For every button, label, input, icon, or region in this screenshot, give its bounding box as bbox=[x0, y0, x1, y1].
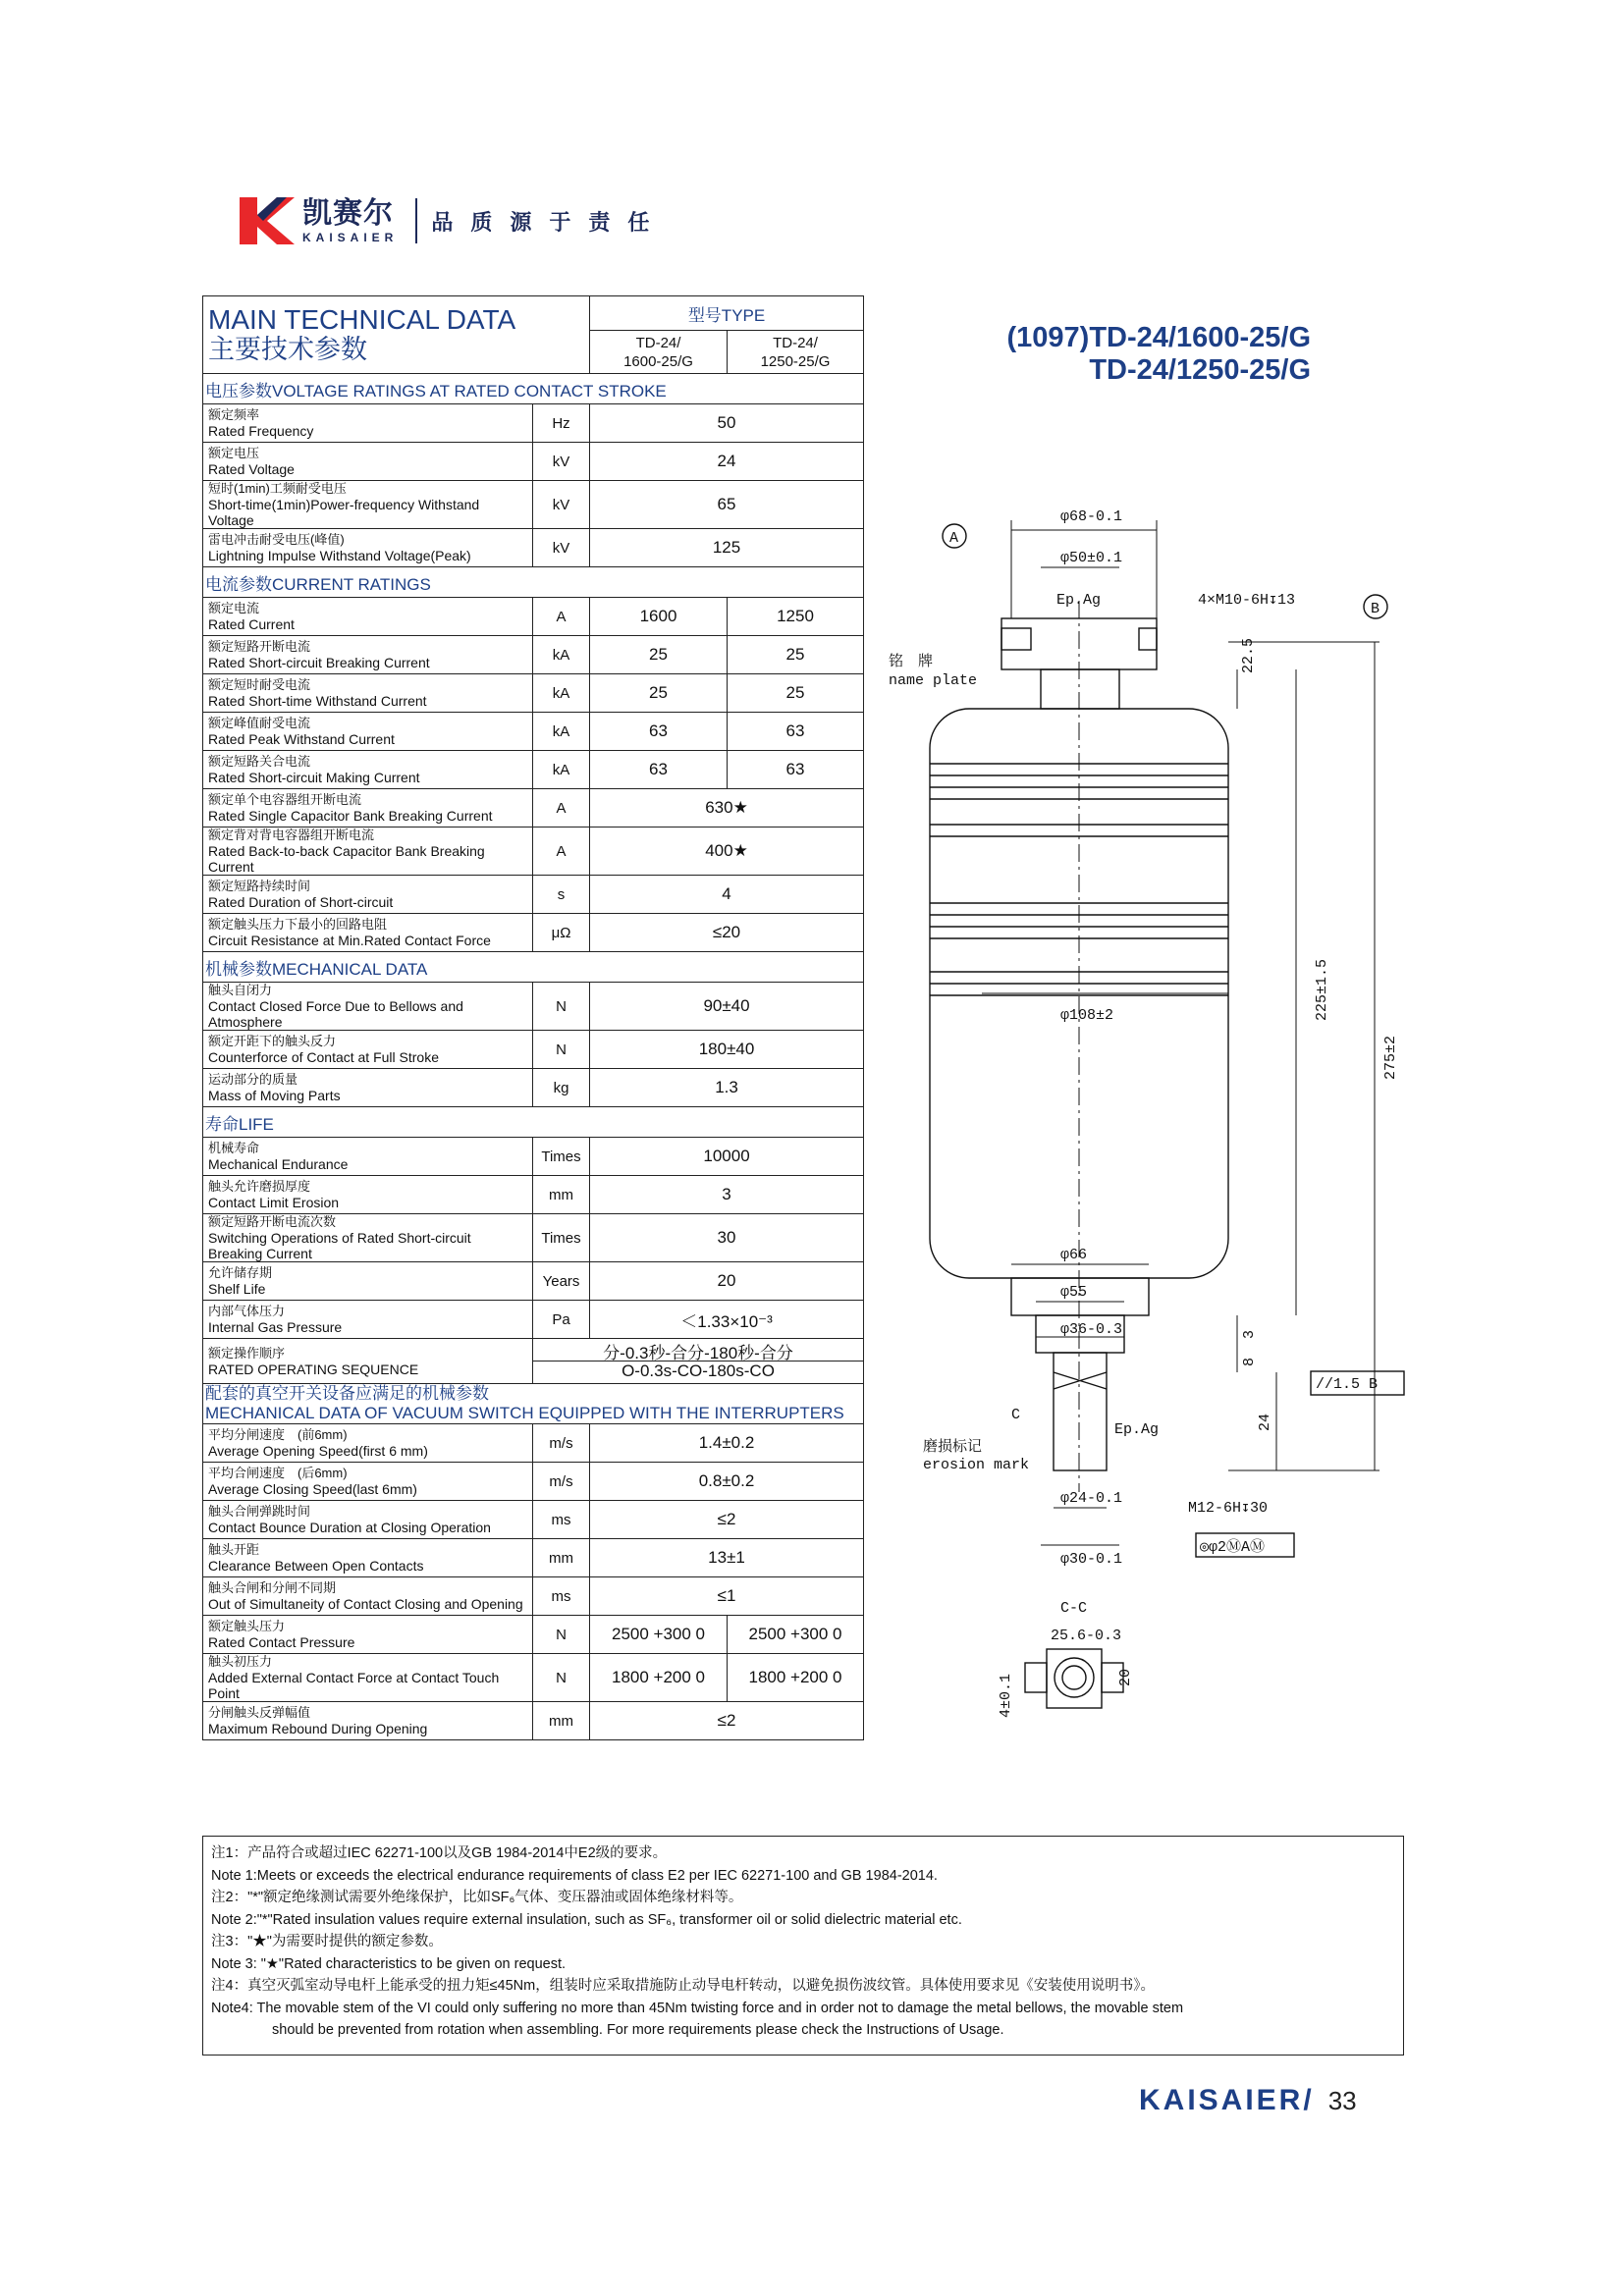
dim-275: 275±2 bbox=[1382, 1035, 1399, 1080]
value-cell: 180±40 bbox=[590, 1031, 864, 1069]
value-cell: 0.8±0.2 bbox=[590, 1463, 864, 1501]
param-name bbox=[203, 914, 533, 952]
table-row bbox=[203, 828, 864, 876]
value-cell: ＜1.33×10⁻³ bbox=[590, 1301, 864, 1339]
unit-cell: kg bbox=[533, 1069, 590, 1107]
brand-name bbox=[302, 196, 399, 244]
param-name bbox=[203, 713, 533, 751]
param-name-cn: 额定背对背电容器组开断电流 bbox=[208, 828, 375, 842]
value-cell-model-1: 25 bbox=[590, 636, 728, 674]
note-line: 注4：真空灭弧室动导电杆上能承受的扭力矩≤45Nm，组装时应采取措施防止动导电杆转动，以避免损伤波纹管。具体使用要求见《安装使用说明书》。 bbox=[211, 1978, 1155, 1994]
value-cell: 10000 bbox=[590, 1138, 864, 1176]
table-row bbox=[203, 1339, 864, 1384]
param-name bbox=[203, 983, 533, 1031]
param-name-en: Clearance Between Open Contacts bbox=[208, 1558, 424, 1574]
value-cell: 24 bbox=[590, 443, 864, 481]
dim-55: φ55 bbox=[1060, 1284, 1088, 1301]
param-name-cn: 内部气体压力 bbox=[208, 1304, 286, 1318]
param-name-en: Rated Current bbox=[208, 616, 295, 632]
value-cell: ≤2 bbox=[590, 1501, 864, 1539]
unit-cell: kV bbox=[533, 443, 590, 481]
note-line: Note4: The movable stem of the VI could only suffering no more than 45Nm twisting force and in order not to damage the metal bellows, the movable stem bbox=[211, 2000, 1184, 2016]
unit-cell: μΩ bbox=[533, 914, 590, 952]
table-row bbox=[203, 404, 864, 443]
unit-cell: kA bbox=[533, 636, 590, 674]
param-name bbox=[203, 1702, 533, 1740]
param-name bbox=[203, 1539, 533, 1577]
param-name-cn: 触头合闸弹跳时间 bbox=[208, 1504, 311, 1519]
param-name-cn: 额定短路关合电流 bbox=[208, 754, 311, 769]
param-name-en: RATED OPERATING SEQUENCE bbox=[208, 1361, 419, 1377]
table-row bbox=[203, 1654, 864, 1702]
type-header: 型号TYPE bbox=[590, 296, 864, 331]
param-name-en: Circuit Resistance at Min.Rated Contact Force bbox=[208, 933, 491, 948]
table-row bbox=[203, 983, 864, 1031]
param-name-en: Rated Single Capacitor Bank Breaking Current bbox=[208, 808, 493, 824]
param-name-cn: 额定开距下的触头反力 bbox=[208, 1034, 337, 1048]
table-row bbox=[203, 1577, 864, 1616]
param-name-cn: 额定电压 bbox=[208, 446, 260, 460]
unit-cell: Times bbox=[533, 1138, 590, 1176]
sequence-cn: 分-0.3秒-合分-180秒-合分 bbox=[533, 1339, 863, 1362]
note-line: Note 2:"*"Rated insulation values require external insulation, such as SF₆, transformer oil or solid dielectric material etc. bbox=[211, 1911, 962, 1928]
table-row bbox=[203, 1616, 864, 1654]
value-cell: ≤2 bbox=[590, 1702, 864, 1740]
table-row bbox=[203, 876, 864, 914]
param-name-en: Average Closing Speed(last 6mm) bbox=[208, 1481, 417, 1497]
thread-label: M12-6H↧30 bbox=[1188, 1500, 1269, 1517]
notes-box bbox=[202, 1836, 1404, 2056]
value-cell-model-2: 1250 bbox=[728, 598, 864, 636]
dim-top-dia: φ68-0.1 bbox=[1060, 508, 1123, 525]
header-divider bbox=[415, 198, 417, 243]
dim-24dia: φ24-0.1 bbox=[1060, 1490, 1123, 1507]
param-name-cn: 额定触头压力下最小的回路电阻 bbox=[208, 917, 388, 932]
value-cell: 65 bbox=[590, 481, 864, 529]
param-name bbox=[203, 1262, 533, 1301]
datum-b: B bbox=[1371, 601, 1380, 617]
section-heading: 寿命LIFE bbox=[203, 1107, 864, 1138]
bolt-hole bbox=[1139, 628, 1157, 650]
erosion-mark-en: erosion mark bbox=[923, 1457, 1030, 1473]
unit-cell: A bbox=[533, 789, 590, 828]
param-name-en: Rated Voltage bbox=[208, 461, 295, 477]
param-name-en: Mass of Moving Parts bbox=[208, 1088, 341, 1103]
param-name-en: Lightning Impulse Withstand Voltage(Peak) bbox=[208, 548, 471, 563]
value-cell: ≤1 bbox=[590, 1577, 864, 1616]
note-line: 注3："★"为需要时提供的额定参数。 bbox=[211, 1934, 443, 1949]
top-neck bbox=[1041, 669, 1119, 709]
technical-drawing bbox=[864, 491, 1414, 1826]
param-name-en: Average Opening Speed(first 6 mm) bbox=[208, 1443, 428, 1459]
param-name-en: Contact Limit Erosion bbox=[208, 1195, 340, 1210]
unit-cell: kV bbox=[533, 529, 590, 567]
table-row bbox=[203, 529, 864, 567]
dim-body-dia: φ108±2 bbox=[1060, 1007, 1114, 1024]
param-name-cn: 触头允许磨损厚度 bbox=[208, 1179, 311, 1194]
table-row bbox=[203, 481, 864, 529]
table-title-cn: 主要技术参数 bbox=[208, 335, 367, 364]
section-heading: 机械参数MECHANICAL DATA bbox=[203, 952, 864, 983]
stem-plating: Ep.Ag bbox=[1114, 1421, 1160, 1438]
param-name-en: Rated Frequency bbox=[208, 423, 314, 439]
section-heading: 电流参数CURRENT RATINGS bbox=[203, 567, 864, 598]
parallelism-tol: //1.5 B bbox=[1316, 1376, 1379, 1393]
param-name-en: Switching Operations of Rated Short-circuit Breaking Current bbox=[208, 1230, 471, 1261]
param-name bbox=[203, 1301, 533, 1339]
param-name-cn: 平均分闸速度 (前6mm) bbox=[208, 1427, 348, 1442]
brand-name-en: KAISAIER bbox=[302, 230, 399, 244]
param-name bbox=[203, 529, 533, 567]
param-name bbox=[203, 789, 533, 828]
param-name-en: Out of Simultaneity of Contact Closing and Opening bbox=[208, 1596, 523, 1612]
param-name-en: Rated Back-to-back Capacitor Bank Breaking Current bbox=[208, 843, 485, 875]
param-name-cn: 额定电流 bbox=[208, 601, 260, 615]
unit-cell: N bbox=[533, 983, 590, 1031]
section-mark-c: C bbox=[1011, 1407, 1021, 1423]
param-name-en: Rated Contact Pressure bbox=[208, 1634, 355, 1650]
param-name-en: Rated Peak Withstand Current bbox=[208, 731, 395, 747]
param-name-cn: 分闸触头反弹幅值 bbox=[208, 1705, 311, 1720]
param-name-cn: 运动部分的质量 bbox=[208, 1072, 298, 1087]
unit-cell: A bbox=[533, 598, 590, 636]
note-line: 注2："*"额定绝缘测试需要外绝缘保护，比如SF₆气体、变压器油或固体绝缘材料等。 bbox=[211, 1890, 743, 1905]
moving-stem bbox=[1054, 1353, 1107, 1470]
value-cell: 400★ bbox=[590, 828, 864, 876]
kaisaier-logo-icon bbox=[238, 193, 297, 248]
value-cell-model-2: 63 bbox=[728, 713, 864, 751]
sequence-en: O-0.3s-CO-180s-CO bbox=[622, 1362, 775, 1380]
param-name bbox=[203, 1069, 533, 1107]
param-name bbox=[203, 828, 533, 876]
value-cell: 3 bbox=[590, 1176, 864, 1214]
param-name-en: Rated Short-circuit Making Current bbox=[208, 770, 420, 785]
table-row bbox=[203, 1702, 864, 1740]
unit-cell: N bbox=[533, 1031, 590, 1069]
page-number: 33 bbox=[1327, 2085, 1357, 2115]
param-name-en: Rated Short-time Withstand Current bbox=[208, 693, 427, 709]
name-plate bbox=[1001, 628, 1031, 650]
param-name bbox=[203, 1616, 533, 1654]
param-name bbox=[203, 598, 533, 636]
unit-cell: mm bbox=[533, 1539, 590, 1577]
dim-25-6: 25.6-0.3 bbox=[1051, 1628, 1122, 1644]
dim-225: 225±1.5 bbox=[1314, 958, 1330, 1021]
param-name-en: Contact Bounce Duration at Closing Operation bbox=[208, 1520, 491, 1535]
param-name bbox=[203, 1031, 533, 1069]
param-name-cn: 额定峰值耐受电流 bbox=[208, 716, 311, 730]
table-row bbox=[203, 636, 864, 674]
erosion-mark-cross bbox=[1054, 1372, 1107, 1389]
param-name-cn: 额定频率 bbox=[208, 407, 260, 422]
unit-cell: ms bbox=[533, 1577, 590, 1616]
param-name-en: Rated Duration of Short-circuit bbox=[208, 894, 394, 910]
value-cell: 30 bbox=[590, 1214, 864, 1262]
dim-4: 4±0.1 bbox=[998, 1673, 1014, 1718]
table-row bbox=[203, 1138, 864, 1176]
slogan: 品质源于责任 bbox=[431, 209, 668, 235]
dim-20: 20 bbox=[1117, 1668, 1134, 1686]
param-name-cn: 允许储存期 bbox=[208, 1265, 273, 1280]
table-row bbox=[203, 1214, 864, 1262]
value-cell-model-2: 25 bbox=[728, 636, 864, 674]
param-name bbox=[203, 1339, 533, 1384]
param-name bbox=[203, 404, 533, 443]
dim-8: 8 bbox=[1241, 1357, 1258, 1366]
param-name-en: Short-time(1min)Power-frequency Withstand Voltage bbox=[208, 497, 480, 528]
param-name bbox=[203, 1463, 533, 1501]
value-cell-model-1: 25 bbox=[590, 674, 728, 713]
table-row bbox=[203, 443, 864, 481]
value-cell: 50 bbox=[590, 404, 864, 443]
table-row bbox=[203, 751, 864, 789]
unit-cell: N bbox=[533, 1654, 590, 1702]
note-line: should be prevented from rotation when assembling. For more requirements please check the Instructions of Usage. bbox=[272, 2022, 1004, 2038]
dim-flange-dia: φ50±0.1 bbox=[1060, 550, 1123, 566]
value-cell: ≤20 bbox=[590, 914, 864, 952]
param-name-en: Shelf Life bbox=[208, 1281, 266, 1297]
value-cell-model-2: 25 bbox=[728, 674, 864, 713]
param-name-cn: 额定操作顺序 bbox=[208, 1345, 286, 1361]
param-name-en: Internal Gas Pressure bbox=[208, 1319, 343, 1335]
value-cell: 630★ bbox=[590, 789, 864, 828]
param-name bbox=[203, 1138, 533, 1176]
name-plate-en: name plate bbox=[889, 672, 978, 689]
param-name-en: Added External Contact Force at Contact Touch Point bbox=[208, 1670, 500, 1701]
value-cell-model-1: 63 bbox=[590, 751, 728, 789]
param-name-cn: 触头初压力 bbox=[208, 1654, 273, 1669]
value-cell-model-1: 1800 +200 0 bbox=[590, 1654, 728, 1702]
param-name-cn: 额定触头压力 bbox=[208, 1619, 286, 1633]
param-name-cn: 雷电冲击耐受电压(峰值) bbox=[208, 532, 345, 547]
param-name-cn: 触头开距 bbox=[208, 1542, 260, 1557]
dim-30dia: φ30-0.1 bbox=[1060, 1551, 1123, 1568]
param-name bbox=[203, 674, 533, 713]
value-cell-model-2: 1800 +200 0 bbox=[728, 1654, 864, 1702]
param-name-cn: 触头自闭力 bbox=[208, 983, 273, 997]
erosion-mark-cn: 磨损标记 bbox=[923, 1439, 983, 1456]
value-cell-model-1: 1600 bbox=[590, 598, 728, 636]
unit-cell: kV bbox=[533, 481, 590, 529]
param-name bbox=[203, 1501, 533, 1539]
datum-a: A bbox=[949, 530, 959, 547]
param-name-en: Rated Short-circuit Breaking Current bbox=[208, 655, 430, 670]
unit-cell: m/s bbox=[533, 1463, 590, 1501]
model-2-header: TD-24/ 1250-25/G bbox=[728, 331, 864, 374]
holes-label: 4×M10-6H↧13 bbox=[1198, 592, 1296, 609]
dim-36: φ36-0.3 bbox=[1060, 1321, 1123, 1338]
table-row bbox=[203, 1069, 864, 1107]
table-row bbox=[203, 1301, 864, 1339]
table-row bbox=[203, 1262, 864, 1301]
brand-header bbox=[238, 187, 667, 255]
unit-cell: Times bbox=[533, 1214, 590, 1262]
sequence-value bbox=[533, 1339, 864, 1384]
param-name bbox=[203, 751, 533, 789]
plating-label: Ep.Ag bbox=[1056, 592, 1102, 609]
param-name bbox=[203, 443, 533, 481]
param-name-cn: 额定短路开断电流 bbox=[208, 639, 311, 654]
dim-24: 24 bbox=[1257, 1413, 1273, 1431]
section-heading-en: MECHANICAL DATA OF VACUUM SWITCH EQUIPPED WITH THE INTERRUPTERS bbox=[205, 1404, 844, 1422]
value-cell: 1.4±0.2 bbox=[590, 1424, 864, 1463]
unit-cell: Hz bbox=[533, 404, 590, 443]
section-heading: 电压参数VOLTAGE RATINGS AT RATED CONTACT STROKE bbox=[203, 374, 864, 404]
footer-brand: KAISAIER/ bbox=[1139, 2084, 1315, 2116]
param-name-cn: 触头合闸和分闸不同期 bbox=[208, 1580, 337, 1595]
value-cell-model-2: 63 bbox=[728, 751, 864, 789]
param-name-cn: 额定短路开断电流次数 bbox=[208, 1214, 337, 1229]
table-row bbox=[203, 674, 864, 713]
unit-cell: Years bbox=[533, 1262, 590, 1301]
model-1-header: TD-24/ 1600-25/G bbox=[590, 331, 728, 374]
unit-cell: Pa bbox=[533, 1301, 590, 1339]
unit-cell: s bbox=[533, 876, 590, 914]
brand-name-cn: 凯赛尔 bbox=[302, 196, 394, 230]
param-name bbox=[203, 1577, 533, 1616]
value-cell: 125 bbox=[590, 529, 864, 567]
note-line: 注1：产品符合或超过IEC 62271-100以及GB 1984-2014中E2级的要求。 bbox=[211, 1845, 668, 1861]
model-name-2: TD-24/1250-25/G bbox=[1089, 354, 1311, 386]
unit-cell: kA bbox=[533, 713, 590, 751]
param-name-cn: 平均合闸速度 (后6mm) bbox=[208, 1466, 348, 1480]
value-cell-model-2: 2500 +300 0 bbox=[728, 1616, 864, 1654]
param-name-cn: 短时(1min)工频耐受电压 bbox=[208, 481, 347, 496]
param-name bbox=[203, 1424, 533, 1463]
section-heading bbox=[203, 1384, 864, 1424]
param-name bbox=[203, 876, 533, 914]
model-names bbox=[957, 322, 1311, 387]
param-name-cn: 额定短时耐受电流 bbox=[208, 677, 311, 692]
dim-66: φ66 bbox=[1060, 1247, 1088, 1263]
table-title-en: MAIN TECHNICAL DATA bbox=[208, 304, 516, 335]
unit-cell: m/s bbox=[533, 1424, 590, 1463]
unit-cell: ms bbox=[533, 1501, 590, 1539]
value-cell-model-1: 2500 +300 0 bbox=[590, 1616, 728, 1654]
table-row bbox=[203, 1539, 864, 1577]
name-plate-cn: 铭 牌 bbox=[889, 654, 934, 670]
param-name-en: Mechanical Endurance bbox=[208, 1156, 349, 1172]
page-footer bbox=[1139, 2084, 1357, 2117]
dim-22-5: 22.5 bbox=[1240, 637, 1257, 673]
unit-cell: kA bbox=[533, 751, 590, 789]
value-cell: 20 bbox=[590, 1262, 864, 1301]
model-name-1: (1097)TD-24/1600-25/G bbox=[1006, 322, 1311, 353]
spec-table bbox=[202, 295, 864, 1740]
section-cc bbox=[1025, 1649, 1123, 1708]
table-row bbox=[203, 1424, 864, 1463]
table-row bbox=[203, 713, 864, 751]
value-cell: 1.3 bbox=[590, 1069, 864, 1107]
param-name bbox=[203, 636, 533, 674]
value-cell-model-1: 63 bbox=[590, 713, 728, 751]
table-row bbox=[203, 1176, 864, 1214]
param-name-en: Maximum Rebound During Opening bbox=[208, 1721, 428, 1736]
dim-3: 3 bbox=[1241, 1329, 1258, 1339]
unit-cell: mm bbox=[533, 1176, 590, 1214]
unit-cell: N bbox=[533, 1616, 590, 1654]
param-name-en: Contact Closed Force Due to Bellows and Atmosphere bbox=[208, 998, 463, 1030]
table-row bbox=[203, 598, 864, 636]
value-cell: 4 bbox=[590, 876, 864, 914]
table-row bbox=[203, 914, 864, 952]
param-name bbox=[203, 481, 533, 529]
param-name-cn: 机械寿命 bbox=[208, 1141, 260, 1155]
table-title bbox=[203, 296, 590, 374]
param-name bbox=[203, 1176, 533, 1214]
section-heading-cn: 配套的真空开关设备应满足的机械参数 bbox=[205, 1384, 489, 1403]
position-tol: ◎φ2ⓂAⓂ bbox=[1200, 1539, 1266, 1556]
section-title: C-C bbox=[1060, 1600, 1088, 1617]
note-line: Note 1:Meets or exceeds the electrical endurance requirements of class E2 per IEC 62271-100 and GB 1984-2014. bbox=[211, 1867, 938, 1884]
table-row bbox=[203, 1463, 864, 1501]
table-row bbox=[203, 1031, 864, 1069]
param-name-en: Counterforce of Contact at Full Stroke bbox=[208, 1049, 439, 1065]
param-name-cn: 额定单个电容器组开断电流 bbox=[208, 792, 362, 807]
unit-cell: A bbox=[533, 828, 590, 876]
note-line: Note 3: "★"Rated characteristics to be given on request. bbox=[211, 1955, 567, 1972]
unit-cell: mm bbox=[533, 1702, 590, 1740]
param-name bbox=[203, 1654, 533, 1702]
value-cell: 90±40 bbox=[590, 983, 864, 1031]
table-row bbox=[203, 1501, 864, 1539]
value-cell: 13±1 bbox=[590, 1539, 864, 1577]
unit-cell: kA bbox=[533, 674, 590, 713]
param-name bbox=[203, 1214, 533, 1262]
param-name-cn: 额定短路持续时间 bbox=[208, 879, 311, 893]
table-row bbox=[203, 789, 864, 828]
